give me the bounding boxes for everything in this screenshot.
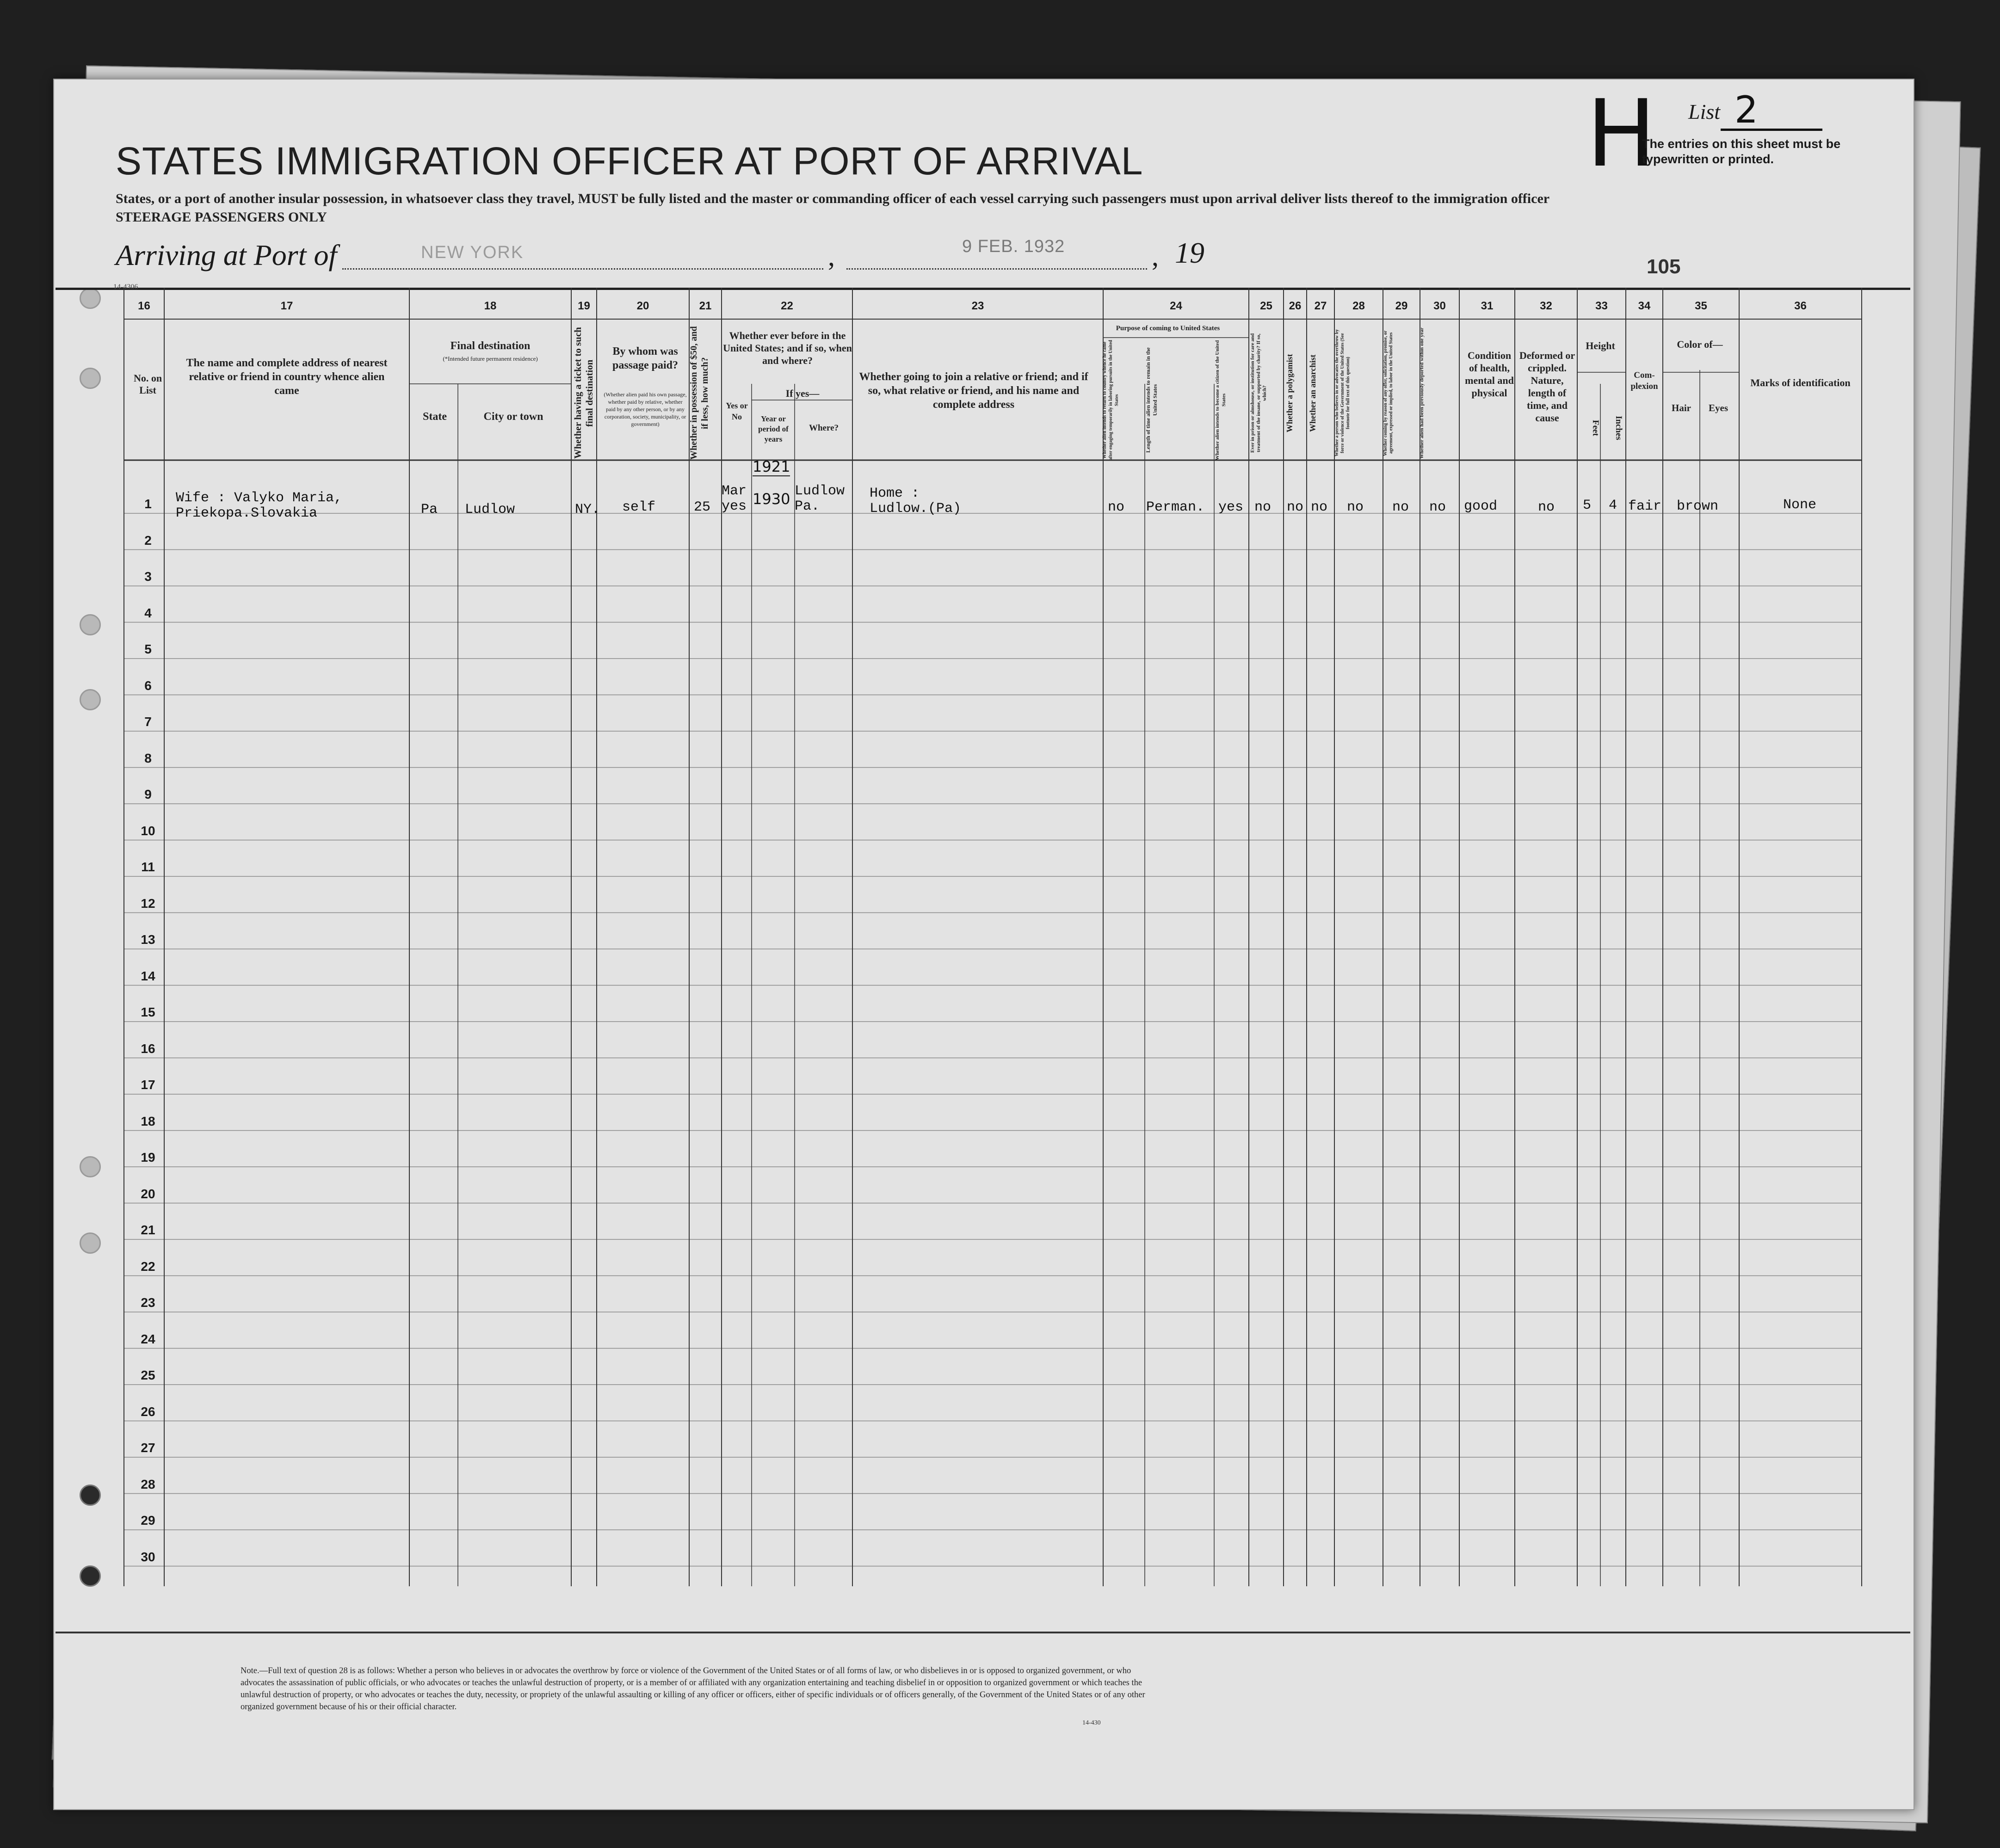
column-number: 17 bbox=[280, 300, 293, 312]
row-number: 2 bbox=[144, 533, 152, 548]
row-number: 16 bbox=[141, 1041, 155, 1056]
subtitle-line: States, or a port of another insular possession, in whatsoever class they travel, MUST be fully listed and the master or commanding officer of each vessel carrying such passengers must upon arrival deliver lists thereof to the immigration officer bbox=[116, 191, 1550, 206]
hdr-polygamist: Whether a polygamist bbox=[1285, 354, 1294, 432]
entry-year-from: 1921 bbox=[753, 458, 790, 475]
row-number: 15 bbox=[141, 1005, 155, 1019]
column-number: 27 bbox=[1314, 300, 1327, 312]
footnote: Note.—Full text of question 28 is as follows: Whether a person who believes in or advocates the overthrow by force or violence of the Government of the United States or of all forms of law, or who disbelieves in or is opposed to organized government, or who advocates the assassination of public officials, or who advocates or teaches the unlawful destruction of property, or is a member of or affiliated with any organization entertaining and teaching disbelief in or opposition to organized government or which teaches the unlawful destruction of property, or who advocates or teaches the duty, necessity, or propriety of the unlawful assaulting or killing of any officer or officers, either of specific individuals or of officers generally, of the Government of the United States or of any other organized government because of his or their official character. bbox=[241, 1666, 1145, 1712]
comma: , bbox=[1152, 241, 1159, 271]
row-number: 9 bbox=[144, 787, 152, 801]
entry-deported: no bbox=[1429, 499, 1446, 515]
row-number: 12 bbox=[141, 896, 155, 911]
hdr-labor: Whether coming by reason of any offer, solicitation, promise, or agreement, expressed or implied, to labor in the United States bbox=[1383, 330, 1394, 456]
hdr-ever-before: Whether ever before in the United States; and if so, when and where? bbox=[723, 330, 852, 366]
row-number: 6 bbox=[144, 678, 152, 693]
column-number: 35 bbox=[1695, 300, 1707, 312]
date-stamp: 9 FEB. 1932 bbox=[962, 237, 1065, 256]
column-number: 29 bbox=[1395, 300, 1408, 312]
hdr-deformed: Deformed or crippled. Nature, length of time, and cause bbox=[1519, 350, 1575, 424]
row-number: 30 bbox=[141, 1549, 155, 1564]
hdr-final-destination-note: (*Intended future permanent residence) bbox=[443, 355, 538, 362]
column-number: 24 bbox=[1170, 300, 1182, 312]
hdr-no-on-list: No. on List bbox=[133, 372, 162, 396]
column-number: 26 bbox=[1289, 300, 1302, 312]
column-number: 33 bbox=[1595, 300, 1608, 312]
hdr-by-whom-note: (Whether alien paid his own passage, whether paid by relative, whether paid by any other person, or by any corporation, society, municipality, or government) bbox=[604, 391, 687, 427]
row-number: 13 bbox=[141, 932, 155, 947]
hdr-deported: Whether alien had been previously deported within one year bbox=[1419, 327, 1425, 459]
entry-feet: 5 bbox=[1583, 498, 1592, 513]
hdr-color-of: Color of— bbox=[1677, 339, 1723, 350]
column-number: 20 bbox=[636, 300, 649, 312]
row-number: 8 bbox=[144, 751, 152, 765]
entry-ever-before-1: Mar bbox=[722, 483, 747, 499]
entry-marks: None bbox=[1783, 497, 1817, 513]
hdr-state: State bbox=[423, 411, 447, 423]
row-number: 4 bbox=[144, 605, 152, 620]
hdr-money: Whether in possession of $50, and if less, how much? bbox=[689, 326, 710, 460]
column-number: 19 bbox=[578, 300, 590, 312]
entry-return-country: no bbox=[1108, 499, 1125, 515]
row-number: 24 bbox=[141, 1331, 155, 1346]
row-number: 29 bbox=[141, 1513, 155, 1528]
hdr-yes-no: Yes or No bbox=[726, 401, 748, 421]
hdr-marks: Marks of identification bbox=[1750, 377, 1851, 388]
hdr-overthrow: Whether a person who believes in or advocates the overthrow by force or violence of the Government of the United States (See footnote for full text of this question) bbox=[1334, 329, 1351, 457]
hdr-year-period: Year or period of years bbox=[758, 414, 789, 444]
hdr-join-relative: Whether going to join a relative or friend; and if so, what relative or friend, and his name and complete address bbox=[859, 371, 1088, 411]
row-number: 23 bbox=[141, 1295, 155, 1310]
column-number: 30 bbox=[1433, 300, 1446, 312]
entry-labor: no bbox=[1392, 499, 1409, 515]
row-number: 22 bbox=[141, 1259, 155, 1274]
column-number: 32 bbox=[1540, 300, 1552, 312]
page-title: STATES IMMIGRATION OFFICER AT PORT OF ARRIVAL bbox=[116, 139, 1143, 183]
entry-relative-line1: Wife : Valyko Maria, bbox=[176, 490, 343, 506]
hdr-city: City or town bbox=[483, 411, 543, 423]
column-number: 36 bbox=[1794, 300, 1807, 312]
entry-health: good bbox=[1464, 499, 1498, 514]
row-number: 3 bbox=[144, 569, 152, 584]
hdr-final-destination: Final destination bbox=[450, 340, 531, 352]
entries-note: The entries on this sheet must be typewritten or printed. bbox=[1642, 137, 1841, 166]
hdr-health: Condition of health, mental and physical bbox=[1465, 350, 1514, 399]
hdr-where: Where? bbox=[809, 423, 839, 433]
entry-where-2: Pa. bbox=[795, 499, 820, 514]
entry-state: Pa bbox=[421, 502, 438, 517]
row-number: 10 bbox=[141, 823, 155, 838]
hdr-inches: Inches bbox=[1614, 415, 1623, 440]
row-number: 17 bbox=[141, 1078, 155, 1092]
hdr-complexion: Com-plexion bbox=[1630, 370, 1658, 391]
hdr-by-whom: By whom was passage paid? bbox=[612, 345, 679, 371]
row-number: 19 bbox=[141, 1150, 155, 1164]
column-number: 23 bbox=[971, 300, 984, 312]
row-number: 27 bbox=[141, 1441, 155, 1455]
entry-where-1: Ludlow bbox=[795, 483, 845, 499]
entry-complexion: fair bbox=[1628, 499, 1662, 514]
entry-hair: brown bbox=[1677, 499, 1719, 514]
hdr-eyes: Eyes bbox=[1709, 402, 1728, 413]
hdr-purpose: Purpose of coming to United States bbox=[1116, 325, 1220, 332]
steerage-line: STEERAGE PASSENGERS ONLY bbox=[116, 209, 327, 225]
row-number: 7 bbox=[144, 715, 152, 729]
entry-citizen: yes bbox=[1218, 499, 1244, 515]
hdr-if-yes: If yes— bbox=[785, 388, 820, 399]
entry-ever-before-2: yes bbox=[722, 499, 747, 514]
row-number: 21 bbox=[141, 1223, 155, 1237]
entry-overthrow: no bbox=[1347, 499, 1364, 515]
row-number: 5 bbox=[144, 642, 152, 656]
row-number: 14 bbox=[141, 968, 155, 983]
port-stamp: NEW YORK bbox=[421, 243, 524, 262]
entry-polygamist: no bbox=[1287, 499, 1304, 515]
entry-relative-line2: Priekopa.Slovakia bbox=[176, 505, 318, 521]
row-number: 1 bbox=[144, 497, 152, 511]
column-number: 22 bbox=[781, 300, 793, 312]
entry-inches: 4 bbox=[1609, 498, 1617, 513]
column-number: 21 bbox=[699, 300, 712, 312]
hdr-feet: Feet bbox=[1591, 419, 1600, 436]
entry-year-to: 1930 bbox=[753, 490, 790, 508]
list-number-text: 2 bbox=[1735, 88, 1758, 131]
row-number: 26 bbox=[141, 1404, 155, 1419]
entry-anarchist: no bbox=[1311, 499, 1328, 515]
row-number: 25 bbox=[141, 1368, 155, 1382]
entry-ticket: NY. bbox=[575, 502, 600, 517]
comma: , bbox=[828, 241, 835, 271]
row-number: 18 bbox=[141, 1114, 155, 1128]
row-number: 28 bbox=[141, 1477, 155, 1491]
entry-paid-by: self bbox=[622, 499, 656, 515]
hdr-purpose-b: Length of time alien intends to remain in the United States bbox=[1145, 347, 1158, 453]
row-number: 11 bbox=[141, 860, 155, 874]
column-number: 34 bbox=[1638, 300, 1651, 312]
hdr-purpose-a: Whether alien intends to return to country whence he came after engaging temporarily in laboring pursuits in the United States bbox=[1102, 340, 1119, 460]
entry-length-stay: Perman. bbox=[1146, 499, 1205, 515]
column-number: 31 bbox=[1481, 300, 1494, 312]
list-label: List bbox=[1688, 100, 1721, 123]
hdr-purpose-c: Whether alien intends to become a citizen of the United States bbox=[1215, 340, 1227, 460]
entry-deformed: no bbox=[1538, 499, 1555, 515]
entry-join-line1: Home : bbox=[870, 486, 920, 501]
entry-city: Ludlow bbox=[465, 502, 515, 517]
entry-money: 25 bbox=[694, 499, 711, 515]
column-number: 18 bbox=[484, 300, 497, 312]
footnote-code: 14-430 bbox=[1082, 1719, 1101, 1726]
hdr-hair: Hair bbox=[1672, 402, 1691, 413]
hdr-relative: The name and complete address of nearest relative or friend in country whence alien came bbox=[186, 357, 388, 397]
form-code: 14-4306 bbox=[113, 283, 138, 291]
sheet-letter: H bbox=[1586, 80, 1656, 188]
entry-prison: no bbox=[1254, 499, 1272, 515]
arriving-label: Arriving at Port of bbox=[116, 239, 337, 271]
hdr-anarchist: Whether an anarchist bbox=[1308, 354, 1317, 432]
hdr-ticket: Whether having a ticket to such final destination bbox=[572, 327, 595, 459]
hdr-prison: Ever in prison or almshouse, or institution for care and treatment of the insane, or supported by charity? If so, which? bbox=[1250, 333, 1267, 453]
row-number: 20 bbox=[141, 1186, 155, 1201]
entry-join-line2: Ludlow.(Pa) bbox=[870, 501, 962, 517]
stamp-number: 105 bbox=[1647, 255, 1681, 278]
column-number: 16 bbox=[138, 300, 150, 312]
year-prefix: 19 bbox=[1175, 236, 1204, 269]
hdr-height: Height bbox=[1586, 340, 1615, 351]
column-number: 25 bbox=[1260, 300, 1272, 312]
column-number: 28 bbox=[1352, 300, 1365, 312]
